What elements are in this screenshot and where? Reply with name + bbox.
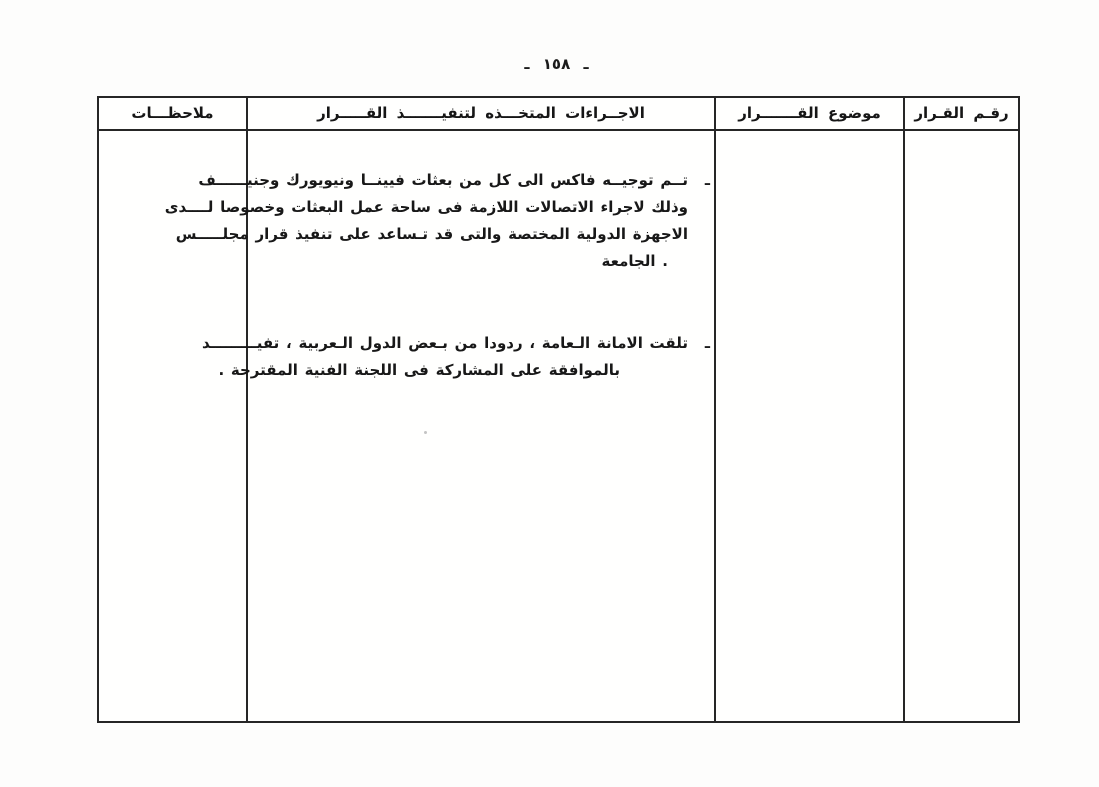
action-text-line: الاجهزة الدولية المختصة والتى قد تـساعد على تنفيذ قرار مجلـــــس: [175, 225, 688, 243]
paragraph-lines: [164, 167, 688, 275]
header-cell-actions: الاجــراءات المتخـــذه لتنفيـــــــذ القـــــرار: [246, 98, 714, 131]
page-number: ـ ١٥٨ ـ: [524, 55, 589, 73]
action-paragraph-2: [201, 330, 710, 384]
header-cell-subject: موضوع القـــــــرار: [714, 98, 903, 131]
action-text-line: تــم توجيــه فاكس الى كل من بعثات فيينــا ونيويورك وجنيــــــف: [198, 171, 688, 189]
action-text-line: تلقت الامانة الـعامة ، ردودا من بـعض الدول الـعربية ، تفيـــــــــد: [201, 334, 688, 352]
actions-cell: [164, 131, 714, 721]
dash-bullet: ـ: [704, 334, 710, 352]
action-text-line: وذلك لاجراء الاتصالات اللازمة فى ساحة عمل البعثات وخصوصا لــــدى: [164, 198, 688, 216]
action-text-line: بالموافقة على المشاركة فى اللجنة الفنية المقترحة .: [218, 361, 620, 379]
header-cell-notes: ملاحظـــات: [99, 98, 246, 131]
dash-bullet: ـ: [704, 171, 710, 189]
subject-cell: [714, 131, 903, 721]
decisions-table: [97, 96, 1020, 723]
action-paragraph-1: [164, 167, 710, 275]
paragraph-lines: [201, 330, 688, 384]
number-cell: [903, 131, 1018, 721]
action-text-line: الجامعة .: [601, 252, 668, 270]
header-cell-number: رقـم القـرار: [903, 98, 1018, 131]
scan-speck: [424, 431, 427, 434]
